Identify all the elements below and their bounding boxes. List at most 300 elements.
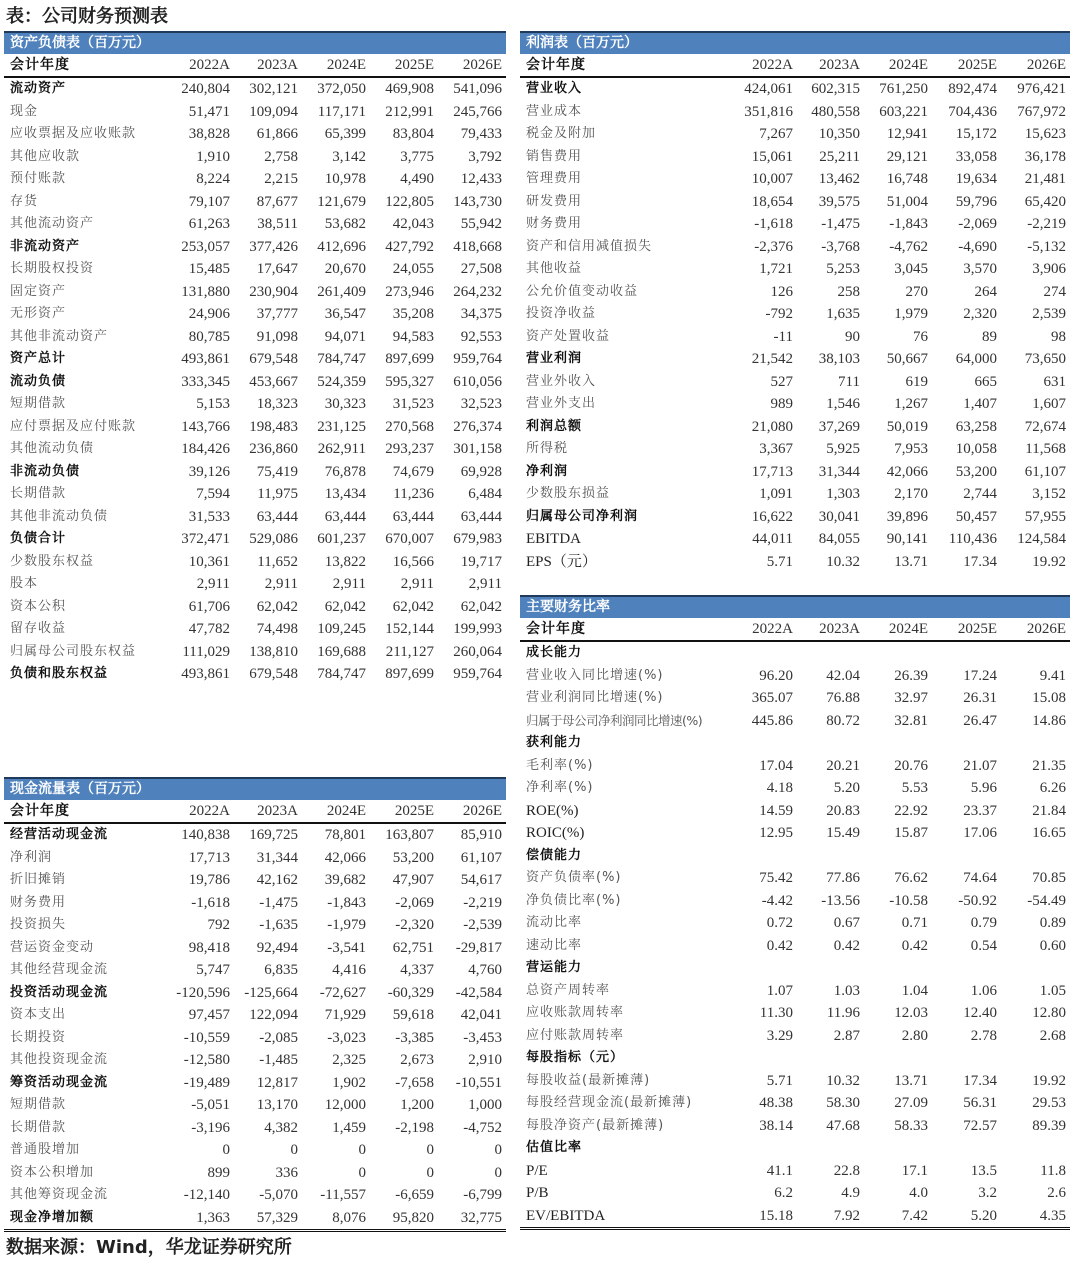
cell-value: 14.59 [759,802,793,819]
ratios-header-row [520,618,1070,642]
cell-value: 7.42 [901,1207,928,1224]
table-row [520,416,1070,439]
row-label: 归属于母公司净利润同比增速(%) [526,712,703,728]
table-row [520,348,1070,371]
row-label: 现金净增加额 [10,1209,95,1225]
cell-value: 47.68 [826,1117,860,1134]
table-row [520,687,1070,710]
cell-value: -10,559 [183,1029,230,1046]
cell-value: 42,162 [256,872,298,888]
cell-value: 76 [913,328,928,345]
table-row [520,393,1070,416]
row-label: 现金 [10,103,39,119]
cell-value: 899 [207,1164,230,1181]
row-label: 每股经营现金流(最新摊薄) [526,1095,693,1110]
cell-value: 2,673 [400,1052,434,1068]
cell-value: -4,752 [463,1119,502,1136]
cell-value: 109,245 [317,621,366,637]
cell-value: 0 [426,1164,434,1181]
cell-value: 2.87 [833,1027,860,1044]
cell-value: 12,433 [460,171,502,187]
cell-value: 412,696 [317,238,366,255]
cell-value: 262,911 [317,441,366,457]
cell-value: 4.9 [841,1185,860,1201]
row-label: 净利率(%) [526,780,594,795]
cell-value: 0.72 [766,915,793,931]
table-row [520,281,1070,304]
row-label: 股本 [10,576,39,591]
cell-value: 21.07 [963,757,997,774]
cell-value: 1,979 [894,306,928,322]
cell-value: 6.2 [774,1185,793,1201]
cell-value: 12,000 [324,1097,366,1113]
row-label: 所得税 [526,441,569,456]
cell-value: -120,596 [176,984,230,1001]
cell-value: 199,993 [453,621,502,637]
year-header: 2022A [752,57,793,73]
cell-value: 109,094 [249,103,298,120]
table-row [4,326,506,349]
table-row [4,101,506,124]
cell-value: 8,076 [332,1209,366,1226]
table-row [4,146,506,169]
cell-value: 20.83 [826,802,860,819]
cell-value: 372,050 [317,81,366,97]
cell-value: 527 [770,373,793,390]
row-label: 应收票据及应收账款 [10,126,137,141]
cell-value: 90 [845,328,860,345]
cell-value: 7,953 [894,441,928,457]
cell-value: 63,258 [955,418,997,435]
table-row [520,1115,1070,1138]
row-label: 财务费用 [526,216,583,231]
cell-value: 4,490 [400,171,434,187]
cell-value: 62,751 [392,939,434,956]
cell-value: 679,548 [249,666,298,682]
cell-value: 29,121 [886,148,928,165]
cell-value: 595,327 [385,373,434,390]
cell-value: 6,835 [264,962,298,978]
cell-value: 110,436 [948,531,997,547]
cell-value: -6,799 [463,1187,502,1203]
cell-value: 53,200 [955,463,997,480]
cell-value: 74,498 [256,621,298,637]
cell-value: 0 [290,1142,298,1158]
table-row [4,168,506,191]
cell-value: 83,804 [392,126,434,142]
cell-value: 13.5 [970,1162,997,1179]
cell-value: 260,064 [453,643,502,660]
cell-value: 336 [275,1164,298,1181]
cell-value: 17,713 [188,849,230,866]
table-row [4,1117,506,1140]
table-row [520,258,1070,281]
year-header: 2023A [257,57,298,73]
cell-value: 1,721 [759,261,793,277]
cell-value: 11.30 [759,1005,793,1021]
cell-value: 333,345 [181,373,230,390]
cell-value: 32,523 [460,396,502,412]
row-label: 营业成本 [526,103,583,119]
row-label: 每股收益(最新摊薄) [526,1072,651,1088]
cell-value: 63,444 [392,508,434,525]
cell-value: 29.53 [1032,1095,1066,1111]
table-row [4,258,506,281]
row-label: 营业利润同比增速(%) [526,690,664,705]
table-row [4,1139,506,1162]
row-label: ROIC(%) [526,825,585,841]
cell-value: 32,775 [460,1209,502,1226]
cell-value: 16.65 [1032,825,1066,841]
cell-value: 2,911 [196,576,230,592]
cell-value: 89 [982,328,997,345]
row-label: 净利润 [526,463,569,479]
row-label: 固定资产 [10,283,67,299]
cell-value: 65,420 [1024,193,1066,210]
cell-value: 122,094 [249,1007,298,1023]
row-label: 估值比率 [526,1140,583,1155]
cell-value: 53,200 [392,849,434,866]
cell-value: 62,042 [460,598,502,615]
cell-value: -3,541 [327,939,366,956]
cell-value: 5,747 [196,962,230,978]
cell-value: 4.18 [766,780,793,796]
row-label: 普通股增加 [10,1142,81,1157]
cell-value: 4.0 [909,1185,928,1201]
cell-value: 0.42 [901,937,928,954]
cell-value: 30,323 [324,396,366,412]
row-label: 资本支出 [10,1007,67,1022]
cell-value: 163,807 [385,827,434,843]
cell-value: 75,419 [256,463,298,480]
row-label: 资产和信用减值损失 [526,238,653,254]
cell-value: 51,471 [188,103,230,120]
cell-value: -4.42 [761,892,793,909]
cell-value: 39,896 [886,508,928,525]
year-header: 2022A [189,57,230,73]
table-row [520,755,1070,778]
row-label: 经营活动现金流 [10,827,109,842]
cell-value: 26.31 [963,690,997,706]
cell-value: -4,762 [889,238,928,255]
table-row [520,483,1070,506]
cell-value: 94,583 [392,328,434,345]
cell-value: 76.62 [894,870,928,886]
cell-value: 58.33 [894,1117,928,1134]
cell-value: 13,434 [324,486,366,502]
cell-value: 541,096 [453,81,502,97]
cell-value: 13,170 [256,1097,298,1113]
cell-value: 37,777 [256,306,298,322]
row-label: 资产负债率(%) [526,870,622,885]
table-row [4,869,506,892]
cell-value: 5.20 [970,1207,997,1224]
cell-value: 31,344 [818,463,860,480]
cell-value: 36,547 [324,306,366,322]
cell-value: 2,170 [894,486,928,502]
cell-value: 36,178 [1024,148,1066,165]
cell-value: 71,929 [324,1007,366,1023]
cell-value: 3,367 [759,441,793,457]
cell-value: 2.78 [970,1027,997,1044]
cell-value: 22.8 [833,1162,860,1179]
cell-value: 79,107 [188,193,230,210]
table-row [520,665,1070,688]
row-label: EBITDA [526,531,581,547]
cell-value: 75.42 [759,870,793,886]
cell-value: 14.86 [1032,712,1066,729]
cell-value: 90,141 [886,531,928,547]
table-row [520,461,1070,484]
table-row [520,1002,1070,1025]
cell-value: 0 [222,1142,230,1158]
cell-value: -19,489 [183,1074,230,1091]
row-label: 存货 [10,193,39,209]
cell-value: 77.86 [826,870,860,886]
cell-value: 4.35 [1039,1207,1066,1224]
cell-value: 76.88 [826,690,860,706]
table-row [520,1182,1070,1205]
cell-value: 601,237 [317,531,366,547]
cell-value: 1,607 [1032,396,1066,412]
table-row [520,710,1070,733]
cell-value: 6,484 [468,486,502,502]
cell-value: 17,647 [256,261,298,277]
cell-value: 15.18 [759,1207,793,1224]
year-header: 2025E [957,621,997,637]
cell-value: -1,475 [821,216,860,232]
cell-value: -1,635 [259,917,298,933]
cell-value: 1,902 [332,1074,366,1091]
cell-value: 55,942 [460,216,502,232]
cell-value: 80,785 [188,328,230,345]
cell-value: 1,546 [826,396,860,412]
row-label: 应收账款周转率 [526,1005,625,1020]
table-row [520,78,1070,101]
table-row [4,281,506,304]
row-label: 毛利率(%) [526,757,594,773]
cell-value: 140,838 [181,827,230,843]
cell-value: 19.92 [1032,1072,1066,1089]
cell-value: 91,098 [256,328,298,345]
cell-value: 38,828 [188,126,230,142]
cell-value: 169,688 [317,643,366,660]
cell-value: 50,457 [955,508,997,525]
cell-value: 679,548 [249,351,298,367]
cell-value: 59,796 [955,193,997,210]
table-row [4,528,506,551]
cell-value: 61,263 [188,216,230,232]
cell-value: 38.14 [759,1117,793,1134]
cell-value: 62,042 [256,598,298,615]
year-header: 2026E [1026,621,1066,637]
cell-value: 631 [1043,373,1066,390]
table-row [4,123,506,146]
cell-value: 23.37 [963,802,997,819]
cell-value: 493,861 [181,351,230,367]
row-label: 资产总计 [10,351,67,366]
cell-value: 253,057 [181,238,230,255]
balance-table-title: 资产负债表（百万元） [4,31,506,54]
cell-value: 31,533 [188,508,230,525]
cell-value: 11,652 [257,553,298,570]
cell-value: -2,085 [259,1029,298,1046]
cell-value: 212,991 [385,103,434,120]
document-title: 表：公司财务预测表 [6,6,168,27]
cell-value: 301,158 [453,441,502,457]
row-label: 公允价值变动收益 [526,283,639,299]
cell-value: 959,764 [453,351,502,367]
row-label: 少数股东损益 [526,486,611,501]
table-row [520,146,1070,169]
cell-value: 22.92 [894,802,928,819]
cell-value: 12,941 [886,126,928,142]
table-row [520,371,1070,394]
cell-value: -54.49 [1027,892,1066,909]
cell-value: 39,126 [188,463,230,480]
cell-value: -50.92 [958,892,997,909]
cell-value: 143,766 [181,418,230,435]
cell-value: 138,810 [249,643,298,660]
cell-value: 619 [905,373,928,390]
cell-value: 9.41 [1039,667,1066,684]
cell-value: -11 [773,328,793,345]
cell-value: 42.04 [826,667,860,684]
cashflow-header-row [4,800,506,824]
cell-value: 2,911 [264,576,298,592]
cell-value: 1,407 [963,396,997,412]
row-label: 营运资金变动 [10,939,95,955]
cell-value: 5.71 [766,553,793,570]
table-row [4,618,506,641]
cell-value: 1.03 [833,982,860,999]
cell-value: 169,725 [249,827,298,843]
cell-value: 15.87 [894,825,928,841]
row-label: 流动资产 [10,81,67,96]
cell-value: 4,382 [264,1119,298,1136]
cell-value: 897,699 [385,666,434,682]
cell-value: 12.95 [759,825,793,841]
cell-value: 27,508 [460,261,502,277]
cell-value: 17.34 [963,553,997,570]
row-label: 营业收入 [526,81,583,96]
cell-value: 19,634 [955,171,997,187]
row-label: 总资产周转率 [526,982,611,998]
cell-value: 0 [494,1164,502,1181]
cell-value: -1,843 [327,894,366,911]
row-label: 管理费用 [526,171,583,186]
cell-value: 3,152 [1032,486,1066,502]
cell-value: 0.71 [901,915,928,931]
cell-value: 1,200 [400,1097,434,1113]
cell-value: 959,764 [453,666,502,682]
cell-value: 47,907 [392,872,434,888]
cell-value: 34,375 [460,306,502,322]
table-row [520,326,1070,349]
cell-value: 18,654 [751,193,793,210]
cell-value: 80.72 [826,712,860,729]
cell-value: -42,584 [455,984,502,1001]
cell-value: -3,385 [395,1029,434,1046]
row-label: 长期借款 [10,1119,67,1135]
cell-value: 35,208 [392,306,434,322]
table-row [4,461,506,484]
cell-value: 38,103 [818,351,860,367]
cell-value: 17.06 [963,825,997,841]
cell-value: -2,069 [958,216,997,232]
cell-value: 1,363 [196,1209,230,1226]
year-header: 2025E [957,57,997,73]
cell-value: 372,471 [181,531,230,547]
cell-value: -5,132 [1027,238,1066,255]
cell-value: 2,758 [264,148,298,165]
cell-value: -1,618 [191,894,230,911]
cell-value: 111,029 [182,643,230,660]
table-row [520,303,1070,326]
cell-value: 85,910 [460,827,502,843]
cell-value: 69,928 [460,463,502,480]
cell-value: 5.53 [901,780,928,796]
cell-value: -2,376 [754,238,793,255]
table-row [4,663,506,686]
cell-value: 62,042 [392,598,434,615]
cell-value: 2,910 [468,1052,502,1068]
cell-value: 32.81 [894,712,928,729]
table-row [4,1162,506,1185]
cell-value: 126 [770,283,793,300]
cell-value: -3,023 [327,1029,366,1046]
row-label: 财务费用 [10,894,67,910]
cell-value: 1.04 [901,982,928,999]
cell-value: 7,594 [196,486,230,502]
cell-value: 12.40 [963,1005,997,1021]
cell-value: -12,140 [183,1187,230,1203]
cell-value: 5.96 [970,780,997,796]
cell-value: -2,320 [395,917,434,933]
cell-value: 1,910 [196,148,230,165]
cell-value: 61,866 [256,126,298,142]
cell-value: 418,668 [453,238,502,255]
table-row [520,867,1070,890]
cell-value: 3,775 [400,148,434,165]
cell-value: 3,045 [894,261,928,277]
cell-value: -10,551 [455,1074,502,1091]
row-label: 营业收入同比增速(%) [526,667,664,683]
cell-value: 767,972 [1017,103,1066,120]
cell-value: 30,041 [818,508,860,525]
row-label: 研发费用 [526,193,583,209]
cell-value: 1,459 [332,1119,366,1136]
cell-value: 16,566 [392,553,434,570]
table-row [4,1207,506,1233]
header-label: 会计年度 [526,57,586,73]
table-row [4,1072,506,1095]
cell-value: 2,911 [332,576,366,592]
cell-value: 897,699 [385,351,434,367]
cell-value: 51,004 [886,193,928,210]
table-row [520,777,1070,800]
cell-value: 6.26 [1039,780,1066,796]
cell-value: 21,481 [1024,171,1066,187]
row-label: 销售费用 [526,148,583,164]
row-label: 其他非流动负债 [10,508,109,524]
section-heading-row [520,732,1070,755]
cell-value: 121,679 [317,193,366,210]
table-row [520,935,1070,958]
row-label: 获利能力 [526,735,583,750]
row-label: 营运能力 [526,960,583,975]
cell-value: 20.76 [894,757,928,774]
